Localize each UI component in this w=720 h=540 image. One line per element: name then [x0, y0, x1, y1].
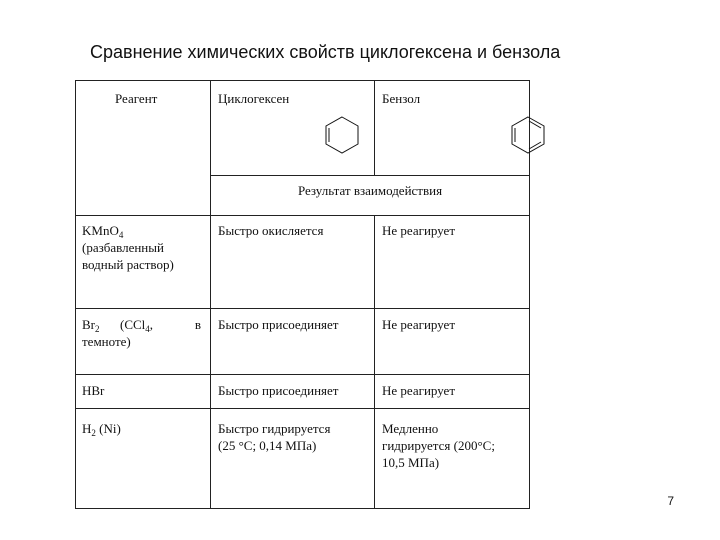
- result-line: (25 °C; 0,14 МПа): [218, 438, 317, 453]
- reagent-comma: ,: [149, 317, 154, 332]
- page-number: 7: [667, 494, 674, 508]
- result-line: Быстро гидрируется: [218, 421, 331, 436]
- reagent-subscript: 2: [91, 428, 96, 438]
- reagent-catalyst: (Ni): [99, 421, 121, 436]
- header-cyclohexene: Циклогексен: [218, 91, 290, 106]
- table-border-left: [75, 80, 76, 508]
- row2-reagent: [82, 316, 207, 350]
- header-reagent: Реагент: [115, 91, 158, 106]
- row2-cyclohexene: Быстро присоединяет: [218, 317, 339, 332]
- row1-reagent: [82, 222, 207, 273]
- reagent-subscript: 4: [118, 230, 124, 240]
- row4-reagent: [82, 420, 121, 437]
- reagent-note: темноте): [82, 334, 131, 349]
- slide-title: Сравнение химических свойств циклогексена и бензола: [90, 42, 561, 62]
- row4-cyclohexene: [218, 420, 330, 454]
- result-header-top: [210, 175, 530, 176]
- cyclohexene-structure-icon: [322, 114, 362, 158]
- reagent-formula: KMnO: [82, 223, 119, 238]
- row1-benzene: Не реагирует: [382, 223, 456, 238]
- result-line: Медленно: [382, 421, 439, 436]
- reagent-note: водный раствор): [82, 257, 174, 272]
- reagent-subscript: 4: [145, 324, 150, 334]
- row4-benzene: [382, 420, 495, 471]
- reagent-subscript: 2: [95, 324, 100, 334]
- header-benzene: Бензол: [382, 91, 421, 106]
- row1-cyclohexene: Быстро окисляется: [218, 223, 324, 238]
- reagent-formula: Br: [82, 317, 95, 332]
- table-divider-col2: [374, 80, 375, 175]
- row3-reagent: HBr: [82, 383, 105, 398]
- row3-benzene: Не реагирует: [382, 383, 456, 398]
- header-result: Результат взаимодействия: [297, 183, 443, 198]
- row1-bottom: [75, 308, 530, 309]
- result-line: гидрируется (200°C;: [382, 438, 495, 453]
- table-border-bottom: [75, 508, 530, 509]
- table-divider-col1: [210, 80, 211, 508]
- result-line: 10,5 МПа): [382, 455, 440, 470]
- table-divider-col2-lower: [374, 215, 375, 508]
- row2-benzene: Не реагирует: [382, 317, 456, 332]
- reagent-formula: H: [82, 421, 92, 436]
- header-bottom: [75, 215, 530, 216]
- reagent-note: (разбавленный: [82, 240, 164, 255]
- row2-bottom: [75, 374, 530, 375]
- row3-cyclohexene: Быстро присоединяет: [218, 383, 339, 398]
- benzene-structure-icon: [508, 114, 548, 158]
- reagent-preposition: в: [194, 317, 201, 332]
- row3-bottom: [75, 408, 530, 409]
- table-border-top: [75, 80, 530, 81]
- reagent-solvent: (CCl: [120, 317, 146, 332]
